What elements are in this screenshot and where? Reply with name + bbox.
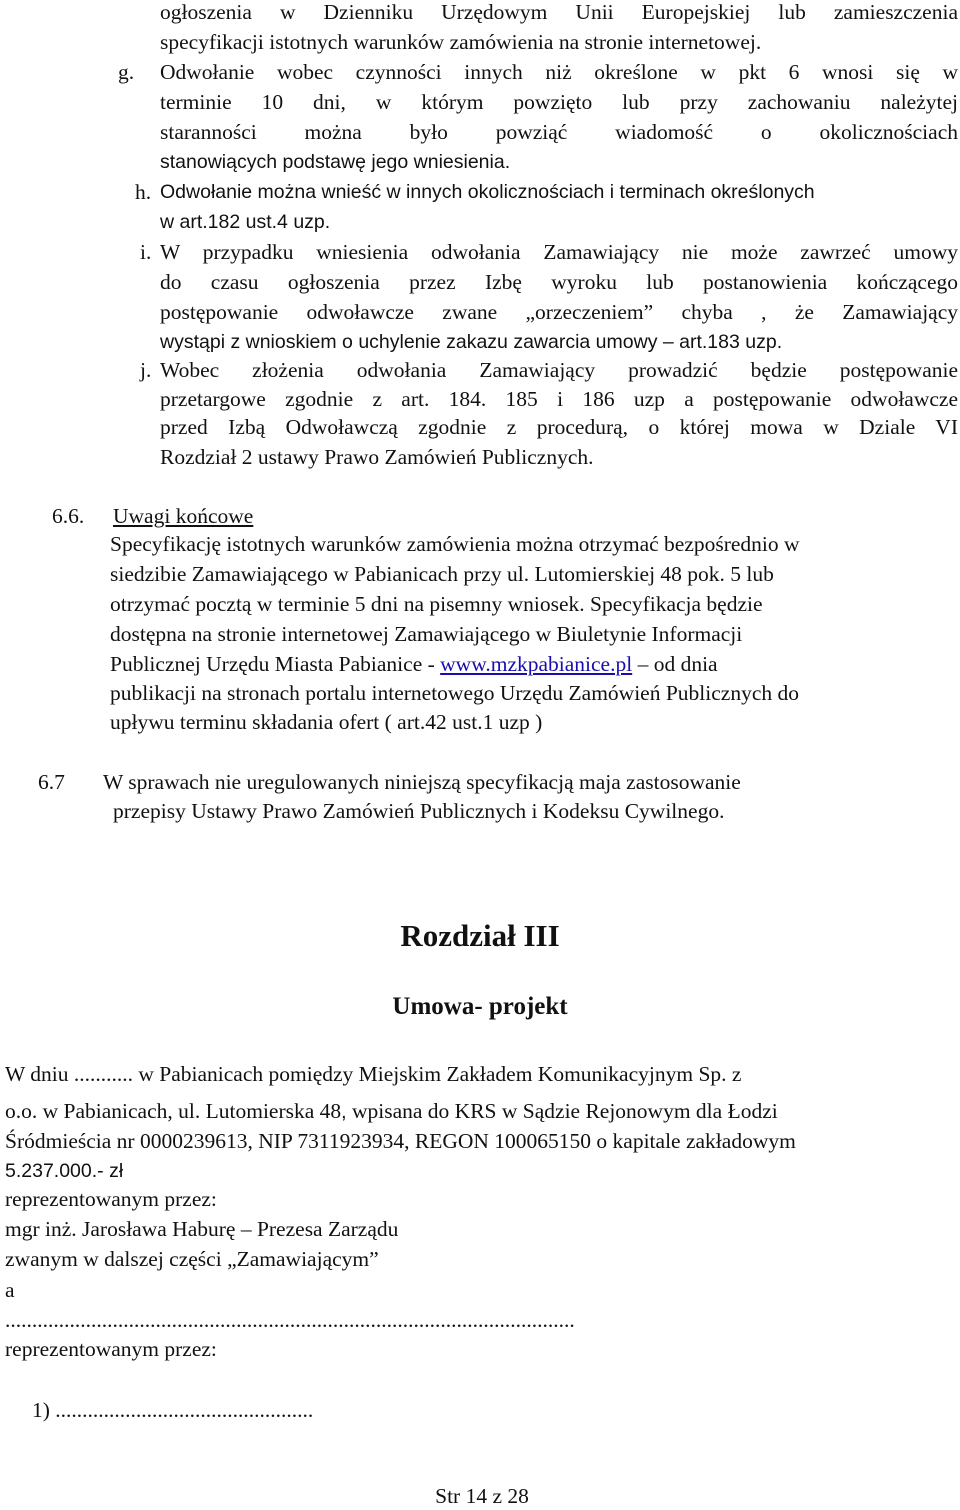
chapter-subtitle: Umowa- projekt [392, 993, 568, 1020]
item-j-marker: j. [140, 358, 152, 382]
section-6-7-number: 6.7 [38, 770, 65, 794]
page-number: Str 14 z 28 [435, 1484, 529, 1508]
contract-representative-1: 1) ................................................ [32, 1398, 314, 1422]
contract-called: zwanym w dalszej części „Zamawiającym” [5, 1247, 379, 1271]
item-i-line-1: W przypadku wniesienia odwołania Zamawiający nie może zawrzeć umowy [160, 240, 958, 264]
item-i-line-2: do czasu ogłoszenia przez Izbę wyroku lub postanowienia kończącego [160, 270, 958, 294]
contract-address-number: Lutomierska 48 [205, 1099, 342, 1123]
website-link[interactable]: www.mzkpabianice.pl [440, 652, 633, 676]
section-6-6-line-7: upływu terminu składania ofert ( art.42 ust.1 uzp ) [110, 710, 543, 734]
section-6-6-line-4: dostępna na stronie internetowej Zamawiającego w Biuletynie Informacji [110, 622, 743, 646]
item-j-line-4: Rozdział 2 ustawy Prawo Zamówień Publicznych. [160, 445, 594, 469]
item-f-continuation-line-2: specyfikacji istotnych warunków zamówienia na stronie internetowej. [160, 30, 762, 54]
contract-represented-by: reprezentowanym przez: [5, 1187, 217, 1211]
contract-representative: mgr inż. Jarosława Haburę – Prezesa Zarządu [5, 1217, 399, 1241]
section-6-7-line-1: W sprawach nie uregulowanych niniejszą specyfikacją maja zastosowanie [103, 770, 741, 794]
item-g-line-4: stanowiących podstawę jego wniesienia. [160, 151, 511, 173]
item-j-line-3: przed Izbą Odwoławczą zgodnie z procedurą, o której mowa w Dziale VI [160, 415, 958, 439]
item-h-marker: h. [135, 180, 152, 204]
contract-line-2-d: wpisana do KRS w Sądzie Rejonowym dla Łodzi [346, 1099, 778, 1123]
item-f-continuation-line-1: ogłoszenia w Dzienniku Urzędowym Unii Europejskiej lub zamieszczenia [160, 0, 958, 24]
item-i-line-4: wystąpi z wnioskiem o uchylenie zakazu zawarcia umowy – art.183 uzp. [160, 331, 783, 353]
item-i-line-3: postępowanie odwoławcze zwane „orzeczeniem” chyba , że Zamawiający [160, 300, 958, 324]
section-6-6-heading: Uwagi końcowe [113, 504, 254, 528]
section-6-6-line-5 [110, 650, 718, 678]
contract-party-placeholder: .......................................................................................................... [5, 1308, 575, 1332]
section-6-6-line-3: otrzymać pocztą w terminie 5 dni na pisemny wniosek. Specyfikacja będzie [110, 592, 763, 616]
section-6-6-line-5-tail: – od dnia [632, 652, 718, 676]
contract-comma: , [341, 1101, 347, 1123]
contract-capital: 5.237.000.- zł [5, 1160, 124, 1182]
item-g-line-3: staranności można było powziąć wiadomość o okolicznościach [160, 120, 958, 144]
contract-line-2-a: o.o. w Pabianicach, ul. [5, 1099, 206, 1123]
item-g-line-1: Odwołanie wobec czynności innych niż określone w pkt 6 wnosi się w [160, 60, 958, 84]
section-6-6-line-2: siedzibie Zamawiającego w Pabianicach przy ul. Lutomierskiej 48 pok. 5 lub [110, 562, 774, 586]
contract-represented-by-2: reprezentowanym przez: [5, 1337, 217, 1361]
section-6-6-line-1: Specyfikację istotnych warunków zamówienia można otrzymać bezpośrednio w [110, 532, 800, 556]
item-j-line-1: Wobec złożenia odwołania Zamawiający prowadzić będzie postępowanie [160, 358, 958, 382]
contract-line-2 [5, 1097, 778, 1126]
item-g-marker: g. [118, 60, 135, 84]
section-6-7-line-2: przepisy Ustawy Prawo Zamówień Publicznych i Kodeksu Cywilnego. [113, 799, 725, 823]
section-6-6-line-6: publikacji na stronach portalu internetowego Urzędu Zamówień Publicznych do [110, 681, 799, 705]
item-g-line-2: terminie 10 dni, w którym powzięto lub przy zachowaniu należytej [160, 90, 958, 114]
item-i-marker: i. [140, 240, 152, 264]
section-6-6-number: 6.6. [52, 504, 85, 528]
contract-line-1: W dniu ........... w Pabianicach pomiędzy Miejskim Zakładem Komunikacyjnym Sp. z [5, 1062, 742, 1086]
section-6-6-line-5-text: Publicznej Urzędu Miasta Pabianice - [110, 652, 441, 676]
item-h-line-1: Odwołanie można wnieść w innych okolicznościach i terminach określonych [160, 181, 815, 203]
item-j-line-2: przetargowe zgodnie z art. 184. 185 i 186 uzp a postępowanie odwoławcze [160, 387, 958, 411]
chapter-title: Rozdział III [400, 918, 560, 953]
item-h-line-2: w art.182 ust.4 uzp. [160, 211, 331, 233]
contract-line-3: Śródmieścia nr 0000239613, NIP 7311923934, REGON 100065150 o kapitale zakładowym [5, 1129, 796, 1153]
contract-and: a [5, 1278, 15, 1302]
